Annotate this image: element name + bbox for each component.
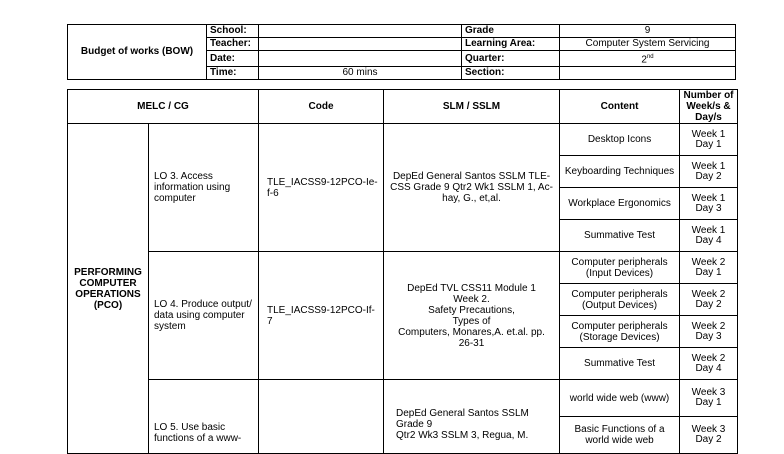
col-content: Content	[560, 90, 680, 124]
table-header-row	[68, 90, 738, 124]
col-melc: MELC / CG	[68, 90, 259, 124]
learning-area-value: Computer System Servicing	[560, 38, 736, 51]
lo3-slm: DepEd General Santos SSLM TLE-CSS Grade 9 Qtr2 Wk1 SSLM 1, Ac-hay, G., et,al.	[384, 124, 560, 252]
content-cell: Computer peripherals (Output Devices)	[560, 284, 680, 316]
content-cell: Summative Test	[560, 348, 680, 380]
content-cell: Computer peripherals (Storage Devices)	[560, 316, 680, 348]
school-label: School:	[207, 25, 259, 38]
week-cell: Week 3 Day 1	[680, 380, 738, 417]
week-cell: Week 1 Day 1	[680, 124, 738, 156]
content-cell: Desktop Icons	[560, 124, 680, 156]
lo5-label: LO 5. Use basic functions of a www-	[149, 380, 259, 454]
table-row	[68, 124, 738, 156]
learning-area-label: Learning Area:	[462, 38, 560, 51]
col-slm: SLM / SSLM	[384, 90, 560, 124]
lo4-slm: DepEd TVL CSS11 Module 1 Week 2. Safety Precautions, Types of Computers, Monares,A. et.al. pp. 26-31	[384, 252, 560, 380]
section-label: Section:	[462, 67, 560, 80]
time-label: Time:	[207, 67, 259, 80]
quarter-value: 2nd	[560, 51, 736, 67]
grade-value: 9	[560, 25, 736, 38]
lo3-code: TLE_IACSS9-12PCO-Ie-f-6	[259, 124, 384, 252]
section-field[interactable]	[560, 67, 736, 80]
date-label: Date:	[207, 51, 259, 67]
table-row	[68, 380, 738, 417]
content-cell: world wide web (www)	[560, 380, 680, 417]
col-code: Code	[259, 90, 384, 124]
teacher-label: Teacher:	[207, 38, 259, 51]
content-cell: Workplace Ergonomics	[560, 188, 680, 220]
header-table	[67, 24, 736, 80]
week-cell: Week 3 Day 2	[680, 417, 738, 454]
week-cell: Week 1 Day 2	[680, 156, 738, 188]
content-cell: Computer peripherals (Input Devices)	[560, 252, 680, 284]
week-cell: Week 2 Day 1	[680, 252, 738, 284]
lo5-slm: DepEd General Santos SSLM Grade 9 Qtr2 Wk3 SSLM 3, Regua, M.	[384, 380, 560, 454]
bow-title: Budget of works (BOW)	[68, 25, 207, 80]
competency-area: PERFORMING COMPUTER OPERATIONS (PCO)	[68, 124, 149, 454]
content-cell: Keyboarding Techniques	[560, 156, 680, 188]
school-field[interactable]	[259, 25, 462, 38]
teacher-field[interactable]	[259, 38, 462, 51]
lo3-label: LO 3. Access information using computer	[149, 124, 259, 252]
lo4-code: TLE_IACSS9-12PCO-If-7	[259, 252, 384, 380]
lo4-label: LO 4. Produce output/ data using computer system	[149, 252, 259, 380]
content-cell: Summative Test	[560, 220, 680, 252]
content-cell: Basic Functions of a world wide web	[560, 417, 680, 454]
week-cell: Week 2 Day 4	[680, 348, 738, 380]
quarter-label: Quarter:	[462, 51, 560, 67]
budget-table	[67, 89, 738, 454]
week-cell: Week 2 Day 2	[680, 284, 738, 316]
date-field[interactable]	[259, 51, 462, 67]
week-cell: Week 1 Day 3	[680, 188, 738, 220]
week-cell: Week 2 Day 3	[680, 316, 738, 348]
table-row	[68, 252, 738, 284]
grade-label: Grade	[462, 25, 560, 38]
week-cell: Week 1 Day 4	[680, 220, 738, 252]
time-value: 60 mins	[259, 67, 462, 80]
lo5-code	[259, 380, 384, 454]
col-weeks: Number of Week/s & Day/s	[680, 90, 738, 124]
